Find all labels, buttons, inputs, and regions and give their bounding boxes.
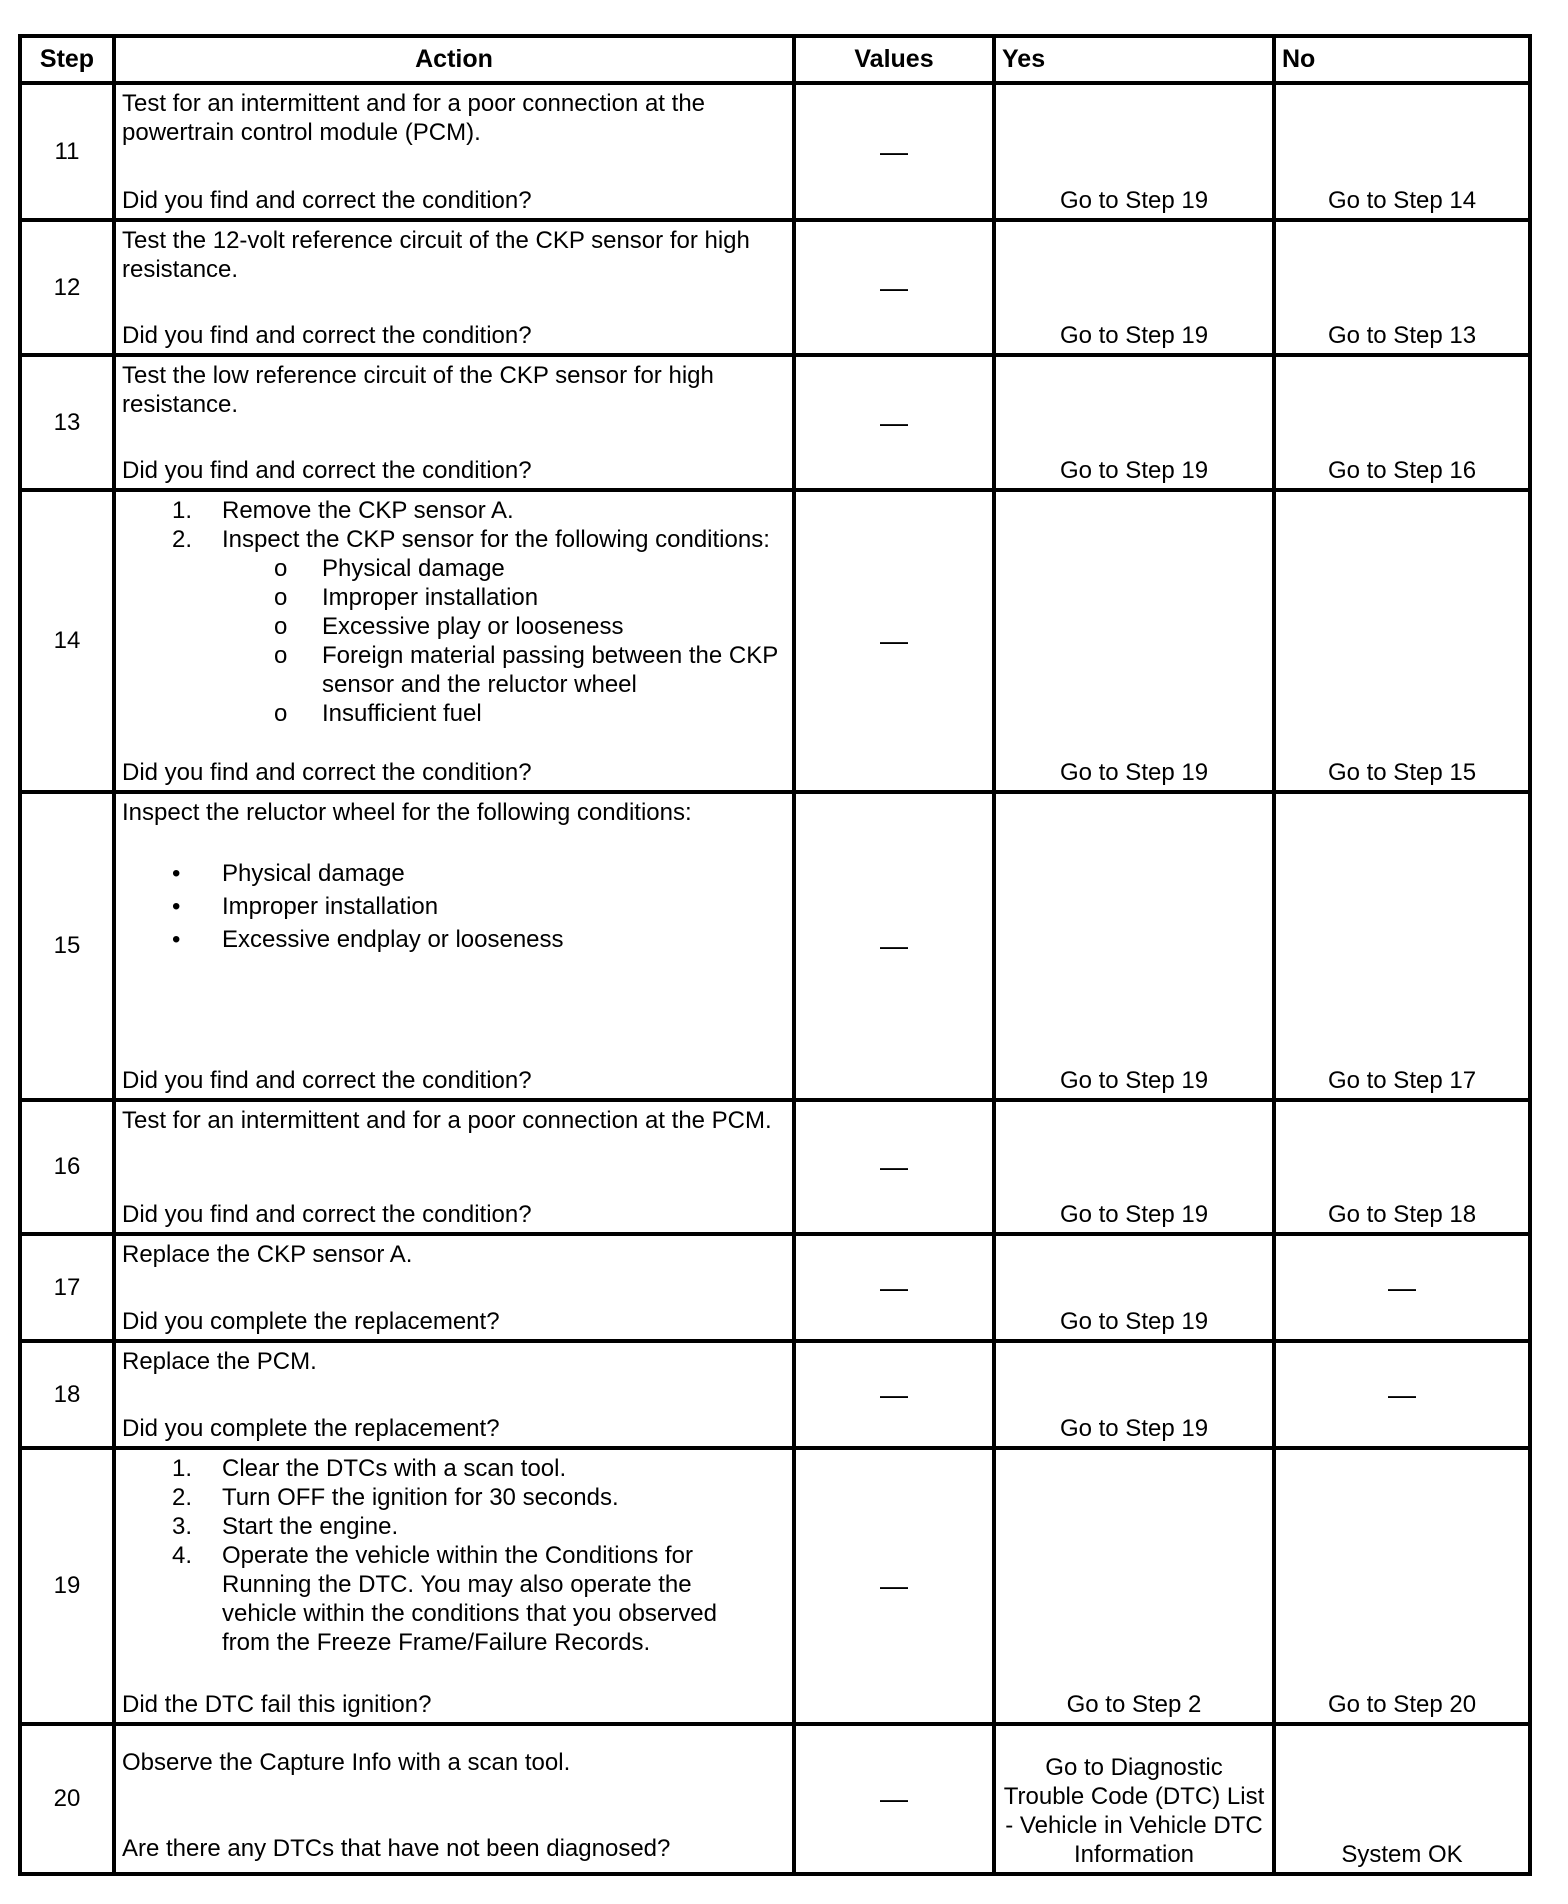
header-action: Action [114,36,794,83]
step-number: 11 [20,83,114,219]
list-number: 2. [172,526,193,554]
step-number: 15 [20,792,114,1101]
values-cell: — [794,792,994,1101]
action-cell [114,1341,794,1448]
list-number: 4. [172,1541,193,1569]
list-item [122,1541,786,1657]
step-number: 20 [20,1724,114,1874]
table-row [20,83,1530,219]
table-row [20,220,1530,355]
sub-list-item [122,612,786,641]
list-item [122,525,786,554]
no-link[interactable]: Go to Step 20 [1327,1691,1477,1719]
no-cell: — [1274,1234,1530,1341]
list-item-text: Remove the CKP sensor A. [222,497,514,525]
yes-cell [994,1100,1274,1234]
bullet-icon: • [172,892,181,920]
step-number: 13 [20,355,114,490]
yes-link[interactable]: Go to Step 19 [1059,457,1209,485]
yes-cell [994,220,1274,355]
list-number: 2. [172,1483,193,1511]
sub-list-item [122,583,786,612]
no-cell [1274,83,1530,219]
yes-link[interactable]: Go to Step 19 [1059,1308,1209,1336]
yes-link[interactable]: Go to Step 19 [1059,1201,1209,1229]
list-number: 1. [172,497,193,525]
action-text: Inspect the reluctor wheel for the following conditions: [122,798,692,826]
no-link[interactable]: Go to Step 16 [1327,457,1477,485]
list-item [122,1483,786,1512]
values-cell: — [794,1341,994,1448]
values-cell: — [794,1100,994,1234]
no-cell: — [1274,1341,1530,1448]
list-item-text: Start the engine. [222,1512,399,1540]
sub-list-text: Excessive play or looseness [322,613,624,641]
header-values: Values [794,36,994,83]
table-row [20,1448,1530,1724]
yes-link[interactable]: Go to Step 19 [1059,1067,1209,1095]
table-row [20,792,1530,1101]
action-cell [114,1448,794,1724]
action-cell [114,355,794,490]
list-item-text: Operate the vehicle within the Conditions for Running the DTC. You may also operate the vehicle within the conditions that you observed from the Freeze Frame/Failure Records. [222,1541,717,1656]
action-cell [114,1724,794,1874]
action-text: Replace the PCM. [122,1348,317,1376]
values-cell: — [794,1448,994,1724]
yes-link[interactable]: Go to Step 19 [1059,1414,1209,1442]
action-cell [114,1234,794,1341]
bullet-item [122,857,786,890]
list-item-text: Turn OFF the ignition for 30 seconds. [222,1483,619,1511]
no-link[interactable]: Go to Step 18 [1327,1201,1477,1229]
list-item-text: Inspect the CKP sensor for the following conditions: [222,526,770,554]
sub-list-text: Insufficient fuel [322,700,482,728]
step-number: 17 [20,1234,114,1341]
question-text: Did you find and correct the condition? [122,457,532,485]
bullet-icon: • [172,859,181,887]
bullet-item [122,890,786,923]
values-cell: — [794,83,994,219]
question-text: Did the DTC fail this ignition? [122,1691,432,1719]
step-number: 16 [20,1100,114,1234]
no-cell [1274,355,1530,490]
yes-cell [994,83,1274,219]
circle-bullet-icon: o [274,642,288,670]
yes-cell [994,1341,1274,1448]
action-text: Test for an intermittent and for a poor connection at the powertrain control module (PCM). [122,90,706,147]
header-yes: Yes [994,36,1274,83]
yes-cell [994,1724,1274,1874]
bullet-list [122,857,786,956]
yes-cell [994,792,1274,1101]
no-cell [1274,490,1530,791]
bullet-text: Physical damage [222,859,405,887]
step-number: 14 [20,490,114,791]
action-cell [114,220,794,355]
table-row [20,1724,1530,1874]
circle-bullet-icon: o [274,555,288,583]
circle-bullet-icon: o [274,700,288,728]
action-cell [114,490,794,791]
yes-link[interactable]: Go to Step 19 [1059,186,1209,214]
no-cell [1274,1724,1530,1874]
yes-cell [994,490,1274,791]
action-text: Replace the CKP sensor A. [122,1241,413,1269]
sub-list-text: Physical damage [322,555,505,583]
no-link[interactable]: Go to Step 14 [1327,186,1477,214]
sub-list-text: Improper installation [322,584,539,612]
action-list-block [122,1454,786,1657]
no-result: System OK [1341,1841,1463,1868]
numbered-list [122,1454,786,1657]
action-cell [114,1100,794,1234]
question-text: Did you find and correct the condition? [122,186,532,214]
no-cell [1274,792,1530,1101]
action-text: Test the low reference circuit of the CKP sensor for high resistance. [122,362,714,419]
action-list-block [122,496,786,728]
sub-list-text: Foreign material passing between the CKP sensor and the reluctor wheel [322,642,778,699]
table-row [20,355,1530,490]
action-cell [114,83,794,219]
values-cell: — [794,355,994,490]
sub-list-item [122,699,786,728]
table-row [20,1234,1530,1341]
numbered-list [122,496,786,554]
bullet-text: Excessive endplay or looseness [222,925,564,953]
action-text: Test for an intermittent and for a poor connection at the PCM. [122,1107,772,1135]
action-list-block [122,798,786,956]
circle-bullet-icon: o [274,613,288,641]
diagnostic-table [18,34,1532,1876]
action-text: Observe the Capture Info with a scan tool. [122,1749,571,1777]
table-row [20,1341,1530,1448]
values-cell: — [794,490,994,791]
no-cell [1274,1448,1530,1724]
yes-cell [994,1234,1274,1341]
values-cell: — [794,1234,994,1341]
header-no: No [1274,36,1530,83]
no-cell [1274,220,1530,355]
header-step: Step [20,36,114,83]
bullet-item [122,923,786,956]
action-text: Test the 12-volt reference circuit of the CKP sensor for high resistance. [122,226,750,283]
list-item [122,496,786,525]
sub-list-item [122,554,786,583]
bullet-icon: • [172,925,181,953]
no-cell [1274,1100,1530,1234]
list-item [122,1454,786,1483]
question-text: Did you complete the replacement? [122,1414,500,1442]
question-text: Did you find and correct the condition? [122,758,532,786]
values-cell: — [794,1724,994,1874]
yes-cell [994,1448,1274,1724]
action-cell [114,792,794,1101]
yes-link[interactable]: Go to Step 19 [1059,322,1209,350]
list-item-text: Clear the DTCs with a scan tool. [222,1454,567,1482]
step-number: 19 [20,1448,114,1724]
question-text: Did you complete the replacement? [122,1308,500,1336]
header-row [20,36,1530,83]
list-number: 3. [172,1512,193,1540]
question-text: Did you find and correct the condition? [122,1067,532,1095]
yes-link[interactable]: Go to Step 19 [1059,758,1209,786]
no-link[interactable]: Go to Step 15 [1327,758,1477,786]
question-text: Did you find and correct the condition? [122,322,532,350]
table-row [20,1100,1530,1234]
question-text: Did you find and correct the condition? [122,1201,532,1229]
yes-cell [994,355,1274,490]
step-number: 18 [20,1341,114,1448]
list-number: 1. [172,1454,193,1482]
no-link[interactable]: Go to Step 13 [1327,322,1477,350]
question-text: Are there any DTCs that have not been diagnosed? [122,1835,671,1862]
no-link[interactable]: Go to Step 17 [1327,1067,1477,1095]
step-number: 12 [20,220,114,355]
sub-list-item [122,641,786,699]
values-cell: — [794,220,994,355]
list-item [122,1512,786,1541]
circle-bullet-icon: o [274,584,288,612]
yes-link[interactable]: Go to Step 2 [1066,1691,1202,1719]
table-row [20,490,1530,791]
sub-list [122,554,786,728]
yes-link[interactable]: Go to Diagnostic Trouble Code (DTC) List - Vehicle in Vehicle DTC Information [1003,1754,1265,1868]
bullet-text: Improper installation [222,892,439,920]
